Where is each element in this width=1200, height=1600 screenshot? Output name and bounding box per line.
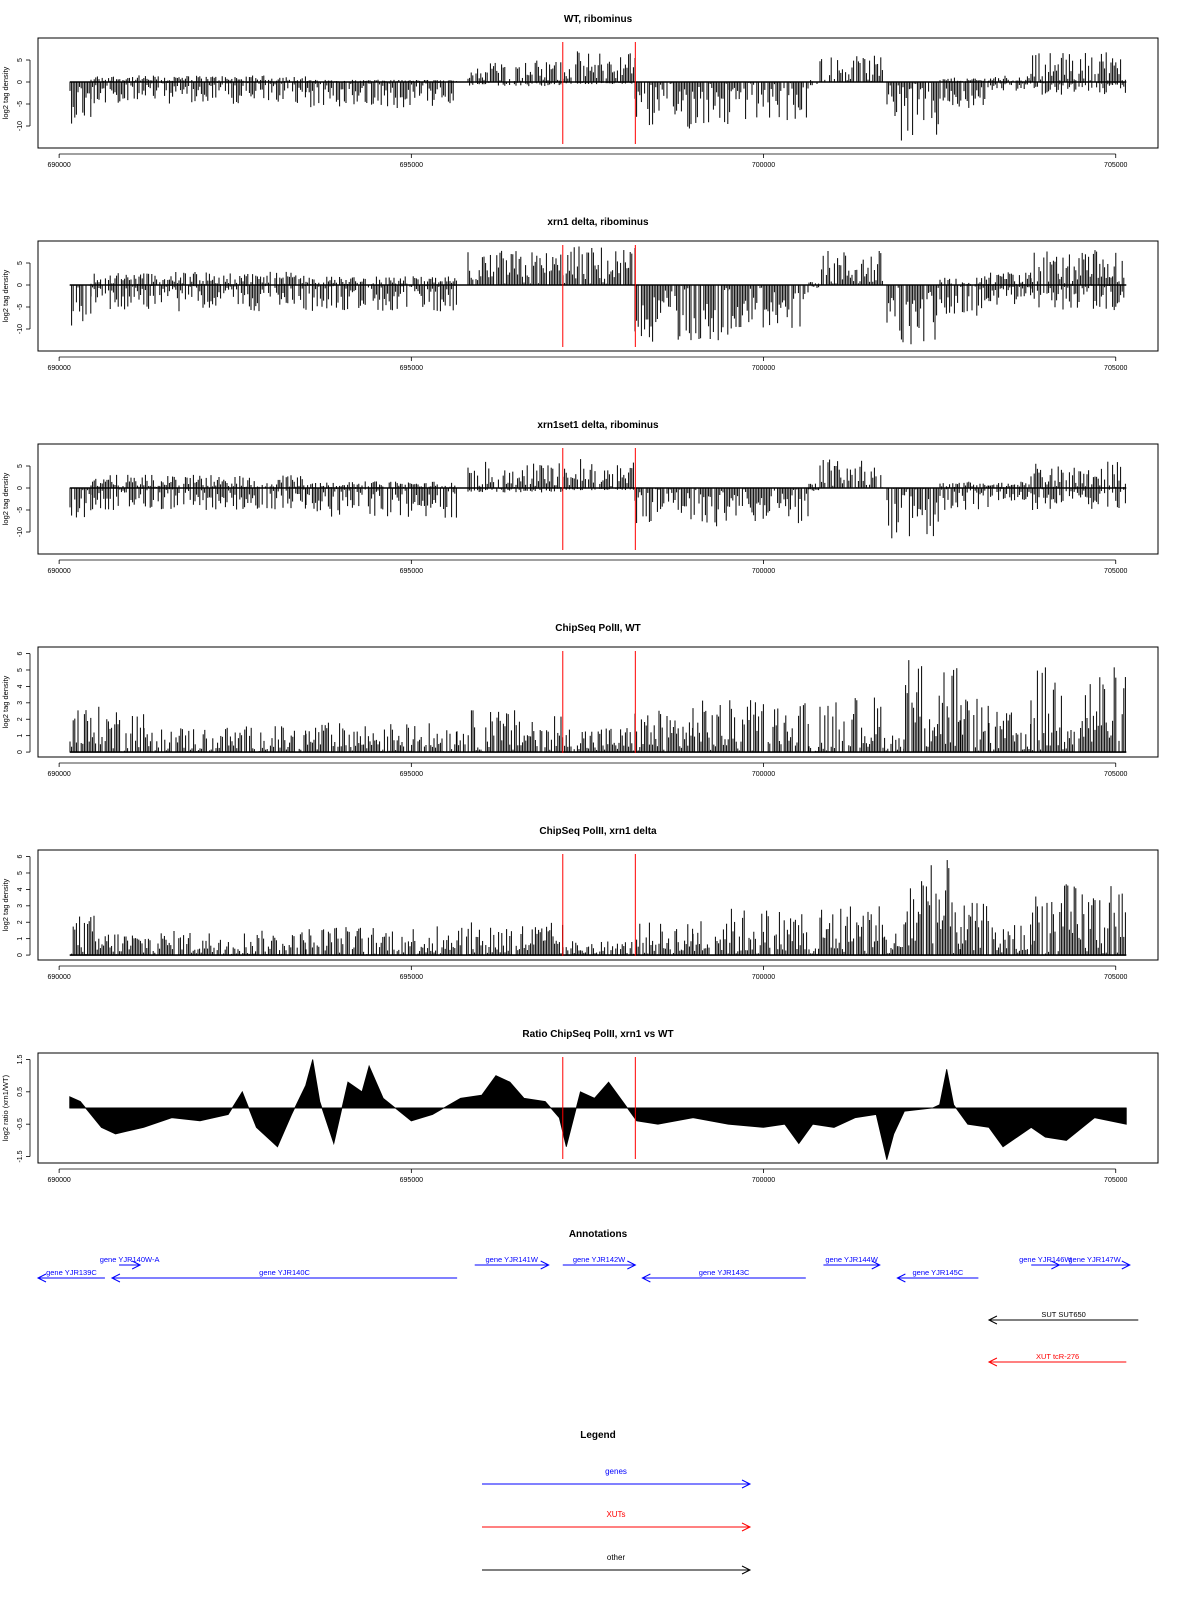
x-tick-label: 695000: [399, 162, 424, 169]
data-marks: [70, 42, 1127, 144]
plot-frame: [38, 241, 1158, 351]
y-tick-label: 0: [17, 953, 24, 958]
y-axis: [1, 464, 30, 537]
feature-label: gene YJR143C: [698, 1268, 750, 1277]
x-axis: [47, 763, 1127, 778]
y-tick-label: 1.5: [17, 1054, 24, 1065]
feature-label: gene YJR141W: [485, 1255, 538, 1264]
x-tick-label: 690000: [47, 162, 71, 169]
x-tick-label: 690000: [47, 974, 71, 981]
y-tick-label: -10: [17, 526, 24, 538]
feature-label: gene YJR140W-A: [99, 1255, 160, 1264]
panel-title: xrn1 delta, ribominus: [547, 217, 649, 228]
data-marks: [70, 448, 1127, 550]
data-marks: [70, 245, 1127, 347]
x-tick-label: 690000: [47, 568, 71, 575]
y-tick-label: 5: [17, 871, 24, 875]
y-axis: [1, 855, 30, 958]
y-tick-label: 5: [17, 261, 24, 265]
y-axis: [1, 261, 30, 334]
y-tick-label: 1: [17, 733, 24, 738]
x-tick-label: 705000: [1104, 974, 1128, 981]
x-tick-label: 705000: [1104, 1177, 1128, 1184]
x-tick-label: 705000: [1104, 162, 1128, 169]
feature-gene-yjr139c: [38, 1268, 105, 1282]
feature-gene-yjr142w: [563, 1255, 636, 1269]
panel-3: [1, 420, 1158, 575]
feature-label: gene YJR142W: [572, 1255, 626, 1264]
legend-item-xuts: [482, 1510, 750, 1531]
y-tick-label: -0.5: [17, 1118, 24, 1131]
y-tick-label: -5: [17, 303, 24, 311]
signal-bars: [72, 860, 1126, 955]
legend-title: Legend: [580, 1430, 616, 1441]
y-axis-label: log2 tag density: [1, 878, 10, 932]
feature-label: gene YJR147W: [1068, 1255, 1121, 1264]
y-axis-label: log2 tag density: [1, 675, 10, 729]
y-tick-label: -10: [17, 120, 24, 132]
x-tick-label: 700000: [751, 162, 776, 169]
y-tick-label: 2: [17, 920, 24, 925]
panel-title: WT, ribominus: [563, 14, 633, 25]
feature-gene-yjr141w: [475, 1255, 549, 1269]
x-axis: [47, 357, 1127, 372]
legend-item-genes: [482, 1467, 750, 1488]
signal-bars: [70, 660, 1125, 752]
data-marks: [70, 854, 1127, 956]
panel-4: [1, 623, 1158, 778]
panel-5: [1, 826, 1158, 981]
x-tick-label: 695000: [399, 974, 424, 981]
y-tick-label: -10: [17, 323, 24, 335]
annotations-panel: [38, 1229, 1138, 1366]
legend: [482, 1430, 750, 1574]
y-tick-label: 2: [17, 717, 24, 722]
x-tick-label: 695000: [399, 771, 424, 778]
y-tick-label: -5: [17, 100, 24, 108]
y-tick-label: 0: [17, 283, 24, 287]
feature-label: SUT SUT650: [1041, 1310, 1086, 1319]
x-tick-label: 695000: [399, 1177, 424, 1184]
y-tick-label: 6: [17, 651, 24, 656]
y-tick-label: 5: [17, 58, 24, 62]
feature-gene-yjr145c: [897, 1268, 978, 1282]
panel-6: [1, 1029, 1158, 1184]
data-marks: [70, 651, 1127, 753]
y-tick-label: 6: [17, 854, 24, 859]
signal-bars: [70, 247, 1124, 345]
signal-bars: [70, 459, 1125, 538]
y-tick-label: 5: [17, 668, 24, 672]
y-tick-label: 1: [17, 936, 24, 941]
y-axis: [1, 1054, 30, 1162]
x-axis: [47, 560, 1127, 575]
y-tick-label: 4: [17, 684, 24, 689]
feature-label: gene YJR146W: [1019, 1255, 1072, 1264]
feature-label: gene YJR139C: [46, 1268, 97, 1277]
y-axis-label: log2 tag density: [1, 269, 10, 323]
x-axis: [47, 966, 1127, 981]
x-tick-label: 690000: [47, 771, 71, 778]
feature-gene-yjr147w: [1059, 1255, 1129, 1269]
signal-bars: [70, 51, 1125, 140]
panel-title: xrn1set1 delta, ribominus: [537, 420, 659, 431]
ratio-area: [70, 1060, 1127, 1160]
y-tick-label: 5: [17, 464, 24, 468]
data-marks: [70, 1057, 1127, 1160]
annotations-title: Annotations: [568, 1229, 628, 1240]
x-tick-label: 700000: [751, 365, 776, 372]
x-tick-label: 690000: [47, 1177, 71, 1184]
x-tick-label: 700000: [751, 974, 776, 981]
panel-2: [1, 217, 1158, 372]
feature-sut-sut650: [989, 1310, 1138, 1324]
y-tick-label: 4: [17, 887, 24, 892]
legend-label: XUTs: [606, 1510, 626, 1519]
legend-label: genes: [605, 1467, 627, 1476]
x-axis: [47, 1169, 1127, 1184]
y-tick-label: 3: [17, 700, 24, 705]
feature-gene-yjr143c: [642, 1268, 805, 1282]
feature-label: gene YJR145C: [912, 1268, 964, 1277]
feature-gene-yjr140w-a: [100, 1255, 160, 1269]
x-axis: [47, 154, 1127, 169]
feature-gene-yjr144w: [823, 1255, 879, 1269]
feature-label: gene YJR144W: [825, 1255, 878, 1264]
panel-title: ChipSeq PolII, WT: [555, 623, 641, 634]
y-tick-label: 0: [17, 486, 24, 490]
x-tick-label: 705000: [1104, 365, 1128, 372]
feature-label: XUT tcR-276: [1036, 1352, 1080, 1361]
y-tick-label: 3: [17, 903, 24, 908]
y-tick-label: 0.5: [17, 1086, 24, 1097]
panel-title: Ratio ChipSeq PolII, xrn1 vs WT: [522, 1029, 674, 1040]
x-tick-label: 695000: [399, 568, 424, 575]
y-axis-label: log2 tag density: [1, 66, 10, 120]
x-tick-label: 700000: [751, 568, 776, 575]
x-tick-label: 700000: [751, 771, 776, 778]
feature-gene-yjr140c: [112, 1268, 457, 1282]
y-tick-label: -1.5: [17, 1150, 24, 1163]
y-tick-label: 0: [17, 80, 24, 84]
x-tick-label: 700000: [751, 1177, 776, 1184]
y-tick-label: -5: [17, 506, 24, 514]
y-axis: [1, 652, 30, 755]
panel-title: ChipSeq PolII, xrn1 delta: [539, 826, 657, 837]
x-tick-label: 705000: [1104, 771, 1128, 778]
x-tick-label: 690000: [47, 365, 71, 372]
y-axis-label: log2 ratio (xrn1/WT): [1, 1074, 10, 1142]
x-tick-label: 705000: [1104, 568, 1128, 575]
feature-xut-tcr-276: [989, 1352, 1126, 1366]
legend-label: other: [606, 1553, 626, 1562]
feature-gene-yjr146w: [1019, 1255, 1072, 1269]
x-tick-label: 695000: [399, 365, 424, 372]
panel-1: [1, 14, 1158, 169]
y-axis: [1, 58, 30, 131]
feature-label: gene YJR140C: [259, 1268, 310, 1277]
y-axis-label: log2 tag density: [1, 472, 10, 526]
legend-item-other: [482, 1553, 750, 1574]
y-tick-label: 0: [17, 750, 24, 755]
